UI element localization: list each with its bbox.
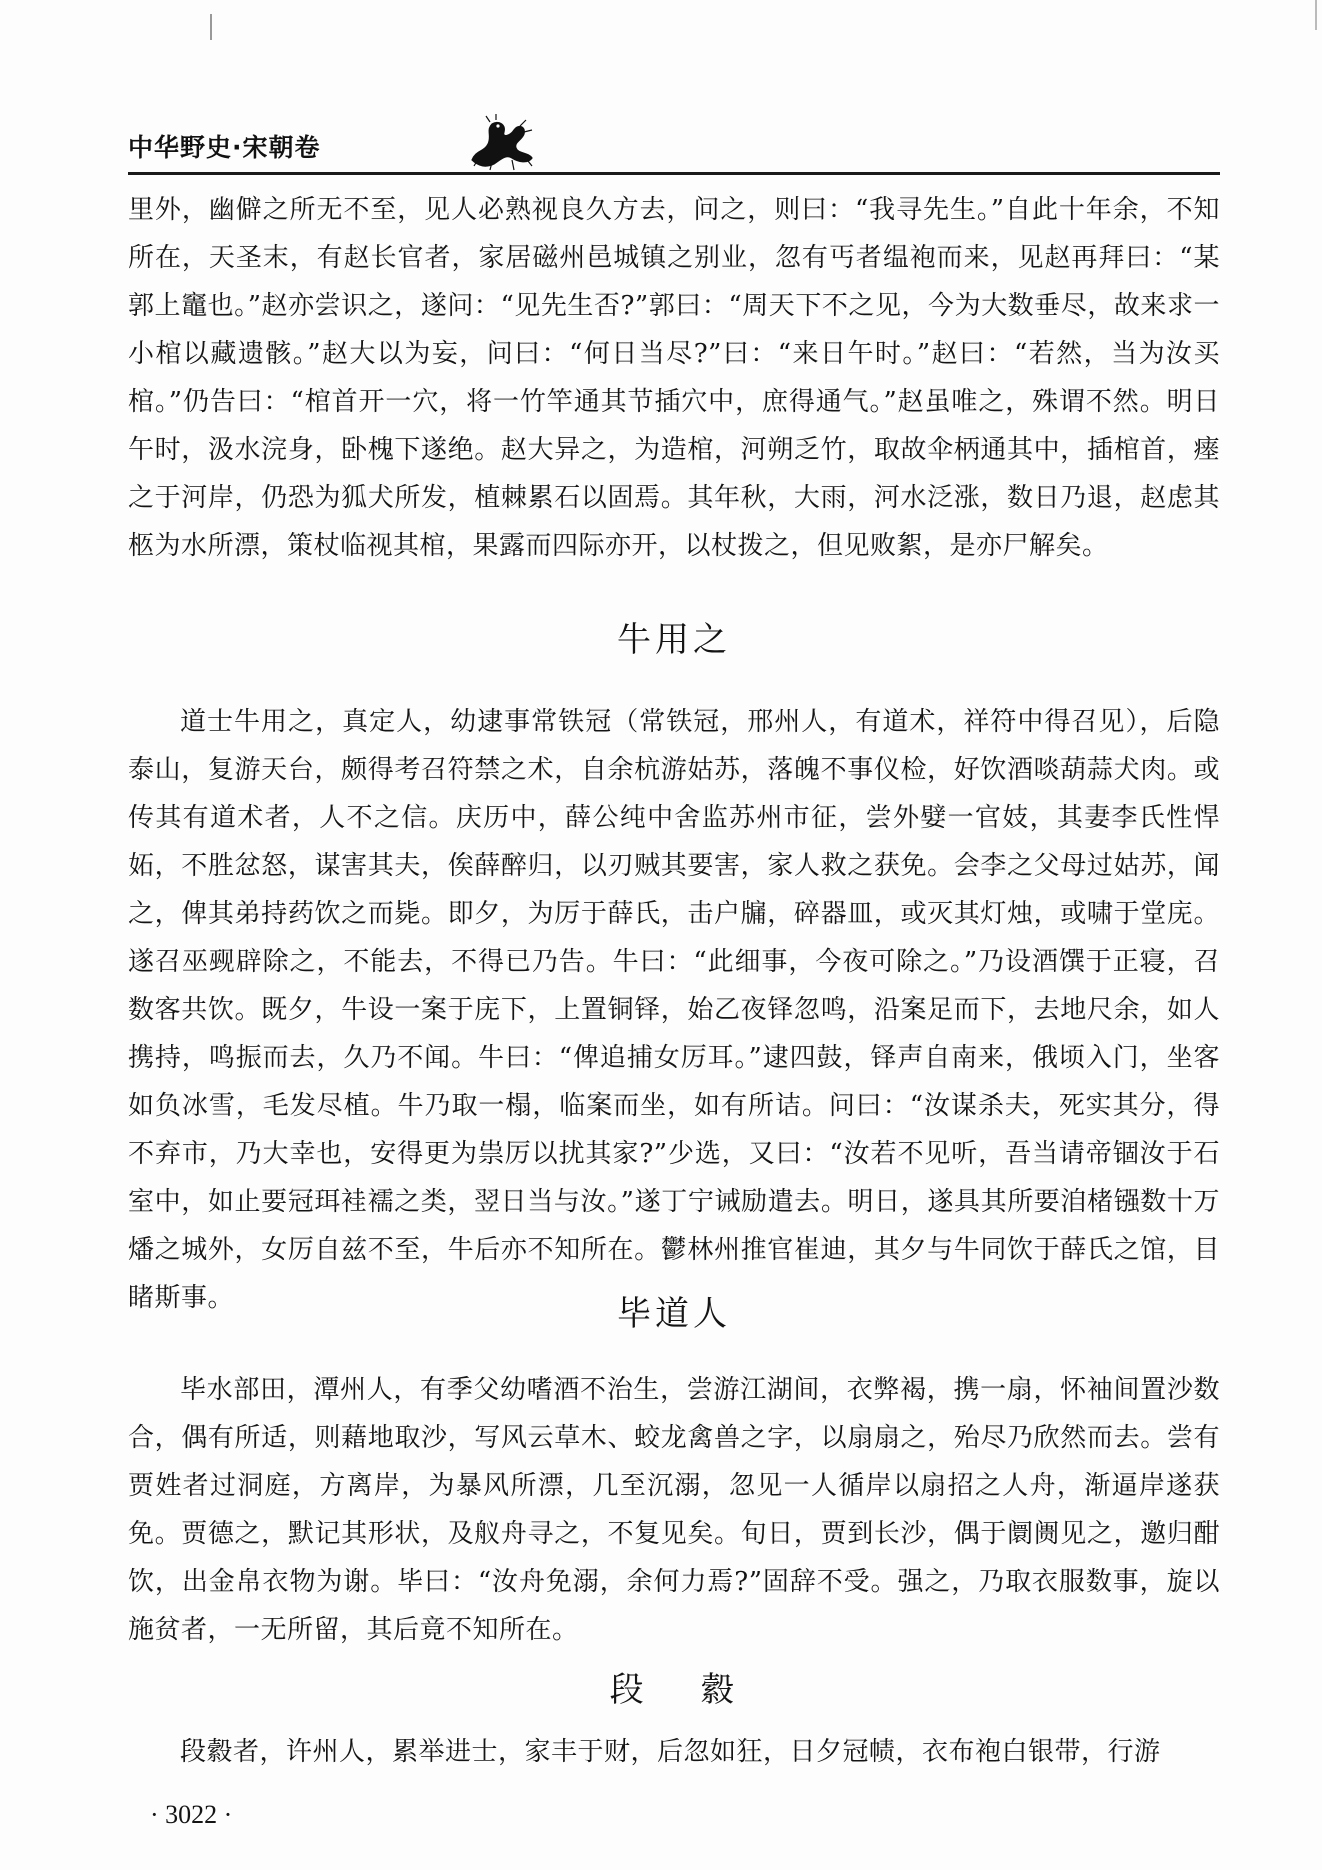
bi-text-block — [128, 1366, 1220, 1654]
section-title-bi: 毕道人 — [617, 1294, 731, 1334]
section-title-niu: 牛用之 — [617, 620, 731, 660]
section-title-duan: 段 縠 — [609, 1670, 739, 1710]
paragraph: 段縠者，许州人，累举进士，家丰于财，后忽如狂，日夕冠帻，衣布袍白银带，行游 — [180, 1737, 1161, 1767]
paragraph: 毕水部田，潭州人，有季父幼嗜酒不治生，尝游江湖间，衣弊褐，携一扇，怀袖间置沙数合，偶有所适，则藉地取沙，写风云草木、蛟龙禽兽之字，以扇扇之，殆尽乃欣然而去。尝有贾姓者过洞庭，方离岸，为暴风所漂，几至沉溺，忽见一人循岸以扇招之人舟，渐逼岸遂获免。贾德之，默记其形状，及舣舟寻之，不复见矣。旬日，贾到长沙，偶于阛阓见之，邀归酣饮，出金帛衣物为谢。毕曰：“汝舟免溺，余何力焉?”固辞不受。强之，乃取衣服数事，旋以施贫者，一无所留，其后竟不知所在。 — [128, 1375, 1220, 1645]
dragon-emblem-icon — [462, 112, 542, 172]
duan-text-block — [128, 1728, 1220, 1776]
paragraph: 道士牛用之，真定人，幼逮事常铁冠（常铁冠，邢州人，有道术，祥符中得召见），后隐泰山，复游天台，颇得考召符禁之术，自余杭游姑苏，落魄不事仪检，好饮酒啖葫蒜犬肉。或传其有道术者，人不之信。庆历中，薛公纯中舍监苏州市征，尝外嬖一官妓，其妻李氏性悍妬，不胜忿怒，谋害其夫，俟薛醉归，以刃贼其要害，家人救之获免。会李之父母过姑苏，闻之，俾其弟持药饮之而毙。即夕，为厉于薛氏，击户牖，碎器皿，或灭其灯烛，或啸于堂庑。遂召巫觋辟除之，不能去，不得已乃告。牛曰：“此细事，今夜可除之。”乃设酒馔于正寝，召数客共饮。既夕，牛设一案于庑下，上置铜铎，始乙夜铎忽鸣，沿案足而下，去地尺余，如人携持，鸣振而去，久乃不闻。牛曰：“俾追捕女厉耳。”逮四鼓，铎声自南来，俄顷入门，坐客如负冰雪，毛发尽植。牛乃取一榻，临案而坐，如有所诘。问曰：“汝谋杀夫，死实其分，得不弃市，乃大幸也，安得更为祟厉以扰其家?”少选，又曰：“汝若不见听，吾当请帝锢汝于石室中，如止要冠珥袿襦之类，翌日当与汝。”遂丁宁诫励遣去。明日，遂具其所要洎楮镪数十万燔之城外，女厉自兹不至，牛后亦不知所在。鬱林州推官崔迪，其夕与牛同饮于薛氏之馆，目睹斯事。 — [128, 707, 1220, 1313]
scan-mark — [210, 14, 212, 40]
page-number: · 3022 · — [150, 1800, 233, 1829]
running-head-title: 中华野史·宋朝卷 — [128, 133, 321, 162]
header-rule — [128, 172, 1220, 175]
paragraph: 里外，幽僻之所无不至，见人必熟视良久方去，问之，则曰：“我寻先生。”自此十年余，不知所在，天圣末，有赵长官者，家居磁州邑城镇之别业，忽有丐者缊袍而来，见赵再拜曰：“某郭上竈也。”赵亦尝识之，遂问：“见先生否?”郭曰：“周天下不之见，今为大数垂尽，故来求一小棺以藏遗骸。”赵大以为妄，问曰：“何日当尽?”曰：“来日午时。”赵曰：“若然，当为汝买棺。”仍告曰：“棺首开一穴，将一竹竿通其节插穴中，庶得通气。”赵虽唯之，殊谓不然。明日午时，汲水浣身，卧槐下遂绝。赵大异之，为造棺，河朔乏竹，取故伞柄通其中，插棺首，瘗之于河岸，仍恐为狐犬所发，植棘累石以固焉。其年秋，大雨，河水泛涨，数日乃退，赵虑其柩为水所漂，策杖临视其棺，果露而四际亦开，以杖拨之，但见败絮，是亦尸解矣。 — [128, 195, 1220, 561]
niu-text-block — [128, 698, 1220, 1322]
scan-mark — [1315, 0, 1317, 30]
intro-text-block — [128, 186, 1220, 570]
